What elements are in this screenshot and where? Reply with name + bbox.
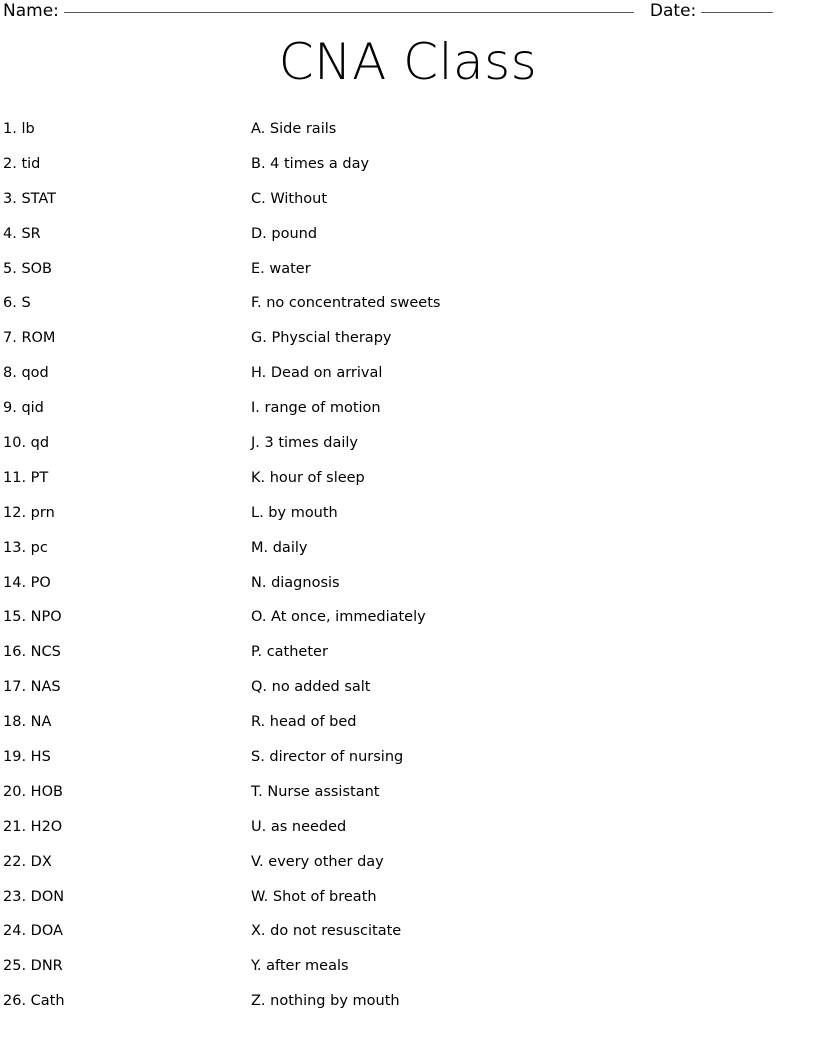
- term-item: 24. DOA: [3, 923, 63, 940]
- name-write-line[interactable]: [64, 0, 634, 13]
- term-item: 19. HS: [3, 749, 51, 766]
- matching-row: [0, 600, 816, 635]
- matching-row: [0, 775, 816, 810]
- date-field: [650, 0, 773, 22]
- definition-item: R. head of bed: [251, 714, 357, 731]
- term-item: 1. lb: [3, 121, 35, 137]
- matching-row: [0, 461, 816, 496]
- definition-item: Q. no added salt: [251, 679, 371, 696]
- term-item: 26. Cath: [3, 993, 65, 1010]
- matching-row: [0, 286, 816, 321]
- definition-item: N. diagnosis: [251, 574, 340, 591]
- matching-row: [0, 321, 816, 356]
- matching-row: [0, 984, 816, 1019]
- name-field: [3, 0, 634, 22]
- definition-item: A. Side rails: [251, 121, 337, 137]
- definition-item: U. as needed: [251, 818, 347, 835]
- definition-item: Z. nothing by mouth: [251, 993, 400, 1010]
- definition-item: D. pound: [251, 225, 318, 242]
- term-item: 22. DX: [3, 853, 52, 870]
- matching-row: [0, 566, 816, 601]
- matching-row: [0, 112, 816, 147]
- definition-item: E. water: [251, 260, 311, 277]
- matching-row: [0, 391, 816, 426]
- definition-item: B. 4 times a day: [251, 155, 370, 172]
- definition-item: P. catheter: [251, 644, 328, 661]
- matching-row: [0, 845, 816, 880]
- term-item: 10. qd: [3, 435, 50, 452]
- matching-row: [0, 147, 816, 182]
- term-item: 25. DNR: [3, 958, 63, 975]
- term-item: 3. STAT: [3, 190, 57, 207]
- worksheet-header: [0, 0, 816, 30]
- matching-row: [0, 496, 816, 531]
- definition-item: G. Physcial therapy: [251, 330, 392, 347]
- term-item: 21. H2O: [3, 818, 63, 835]
- definition-item: W. Shot of breath: [251, 888, 377, 905]
- matching-row: [0, 914, 816, 949]
- term-item: 12. prn: [3, 504, 55, 521]
- definition-item: H. Dead on arrival: [251, 365, 383, 382]
- matching-row: [0, 810, 816, 845]
- term-item: 18. NA: [3, 714, 52, 731]
- term-item: 17. NAS: [3, 679, 61, 696]
- term-item: 13. pc: [3, 539, 48, 556]
- matching-row: [0, 880, 816, 915]
- name-label: Name:: [3, 1, 59, 21]
- term-item: 9. qid: [3, 400, 44, 417]
- matching-row: [0, 705, 816, 740]
- definition-item: T. Nurse assistant: [251, 783, 380, 800]
- matching-row: [0, 252, 816, 287]
- matching-row: [0, 426, 816, 461]
- matching-row: [0, 740, 816, 775]
- term-item: 20. HOB: [3, 783, 63, 800]
- definition-item: V. every other day: [251, 853, 384, 870]
- definition-item: M. daily: [251, 539, 308, 556]
- matching-columns: [0, 112, 816, 1019]
- matching-row: [0, 635, 816, 670]
- matching-row: [0, 182, 816, 217]
- term-item: 7. ROM: [3, 330, 56, 347]
- definition-item: L. by mouth: [251, 504, 338, 521]
- matching-row: [0, 217, 816, 252]
- date-label: Date:: [649, 1, 697, 21]
- term-item: 11. PT: [3, 469, 49, 486]
- term-item: 4. SR: [3, 225, 41, 242]
- term-item: 23. DON: [3, 888, 65, 905]
- definition-item: Y. after meals: [251, 958, 349, 975]
- matching-row: [0, 531, 816, 566]
- definition-item: S. director of nursing: [251, 749, 404, 766]
- term-item: 6. S: [3, 295, 31, 312]
- term-item: 14. PO: [3, 574, 51, 591]
- definition-item: X. do not resuscitate: [251, 923, 402, 940]
- definition-item: O. At once, immediately: [251, 609, 426, 626]
- definition-item: F. no concentrated sweets: [251, 295, 441, 312]
- term-item: 8. qod: [3, 365, 49, 382]
- term-item: 16. NCS: [3, 644, 61, 661]
- term-item: 15. NPO: [3, 609, 62, 626]
- matching-row: [0, 670, 816, 705]
- matching-row: [0, 356, 816, 391]
- definition-item: I. range of motion: [251, 400, 381, 417]
- matching-row: [0, 949, 816, 984]
- term-item: 2. tid: [3, 155, 41, 172]
- definition-item: J. 3 times daily: [251, 435, 358, 452]
- term-item: 5. SOB: [3, 260, 53, 277]
- date-write-line[interactable]: [701, 0, 773, 13]
- definition-item: C. Without: [251, 190, 328, 207]
- definition-item: K. hour of sleep: [251, 469, 365, 486]
- page-title: CNA Class: [278, 33, 538, 91]
